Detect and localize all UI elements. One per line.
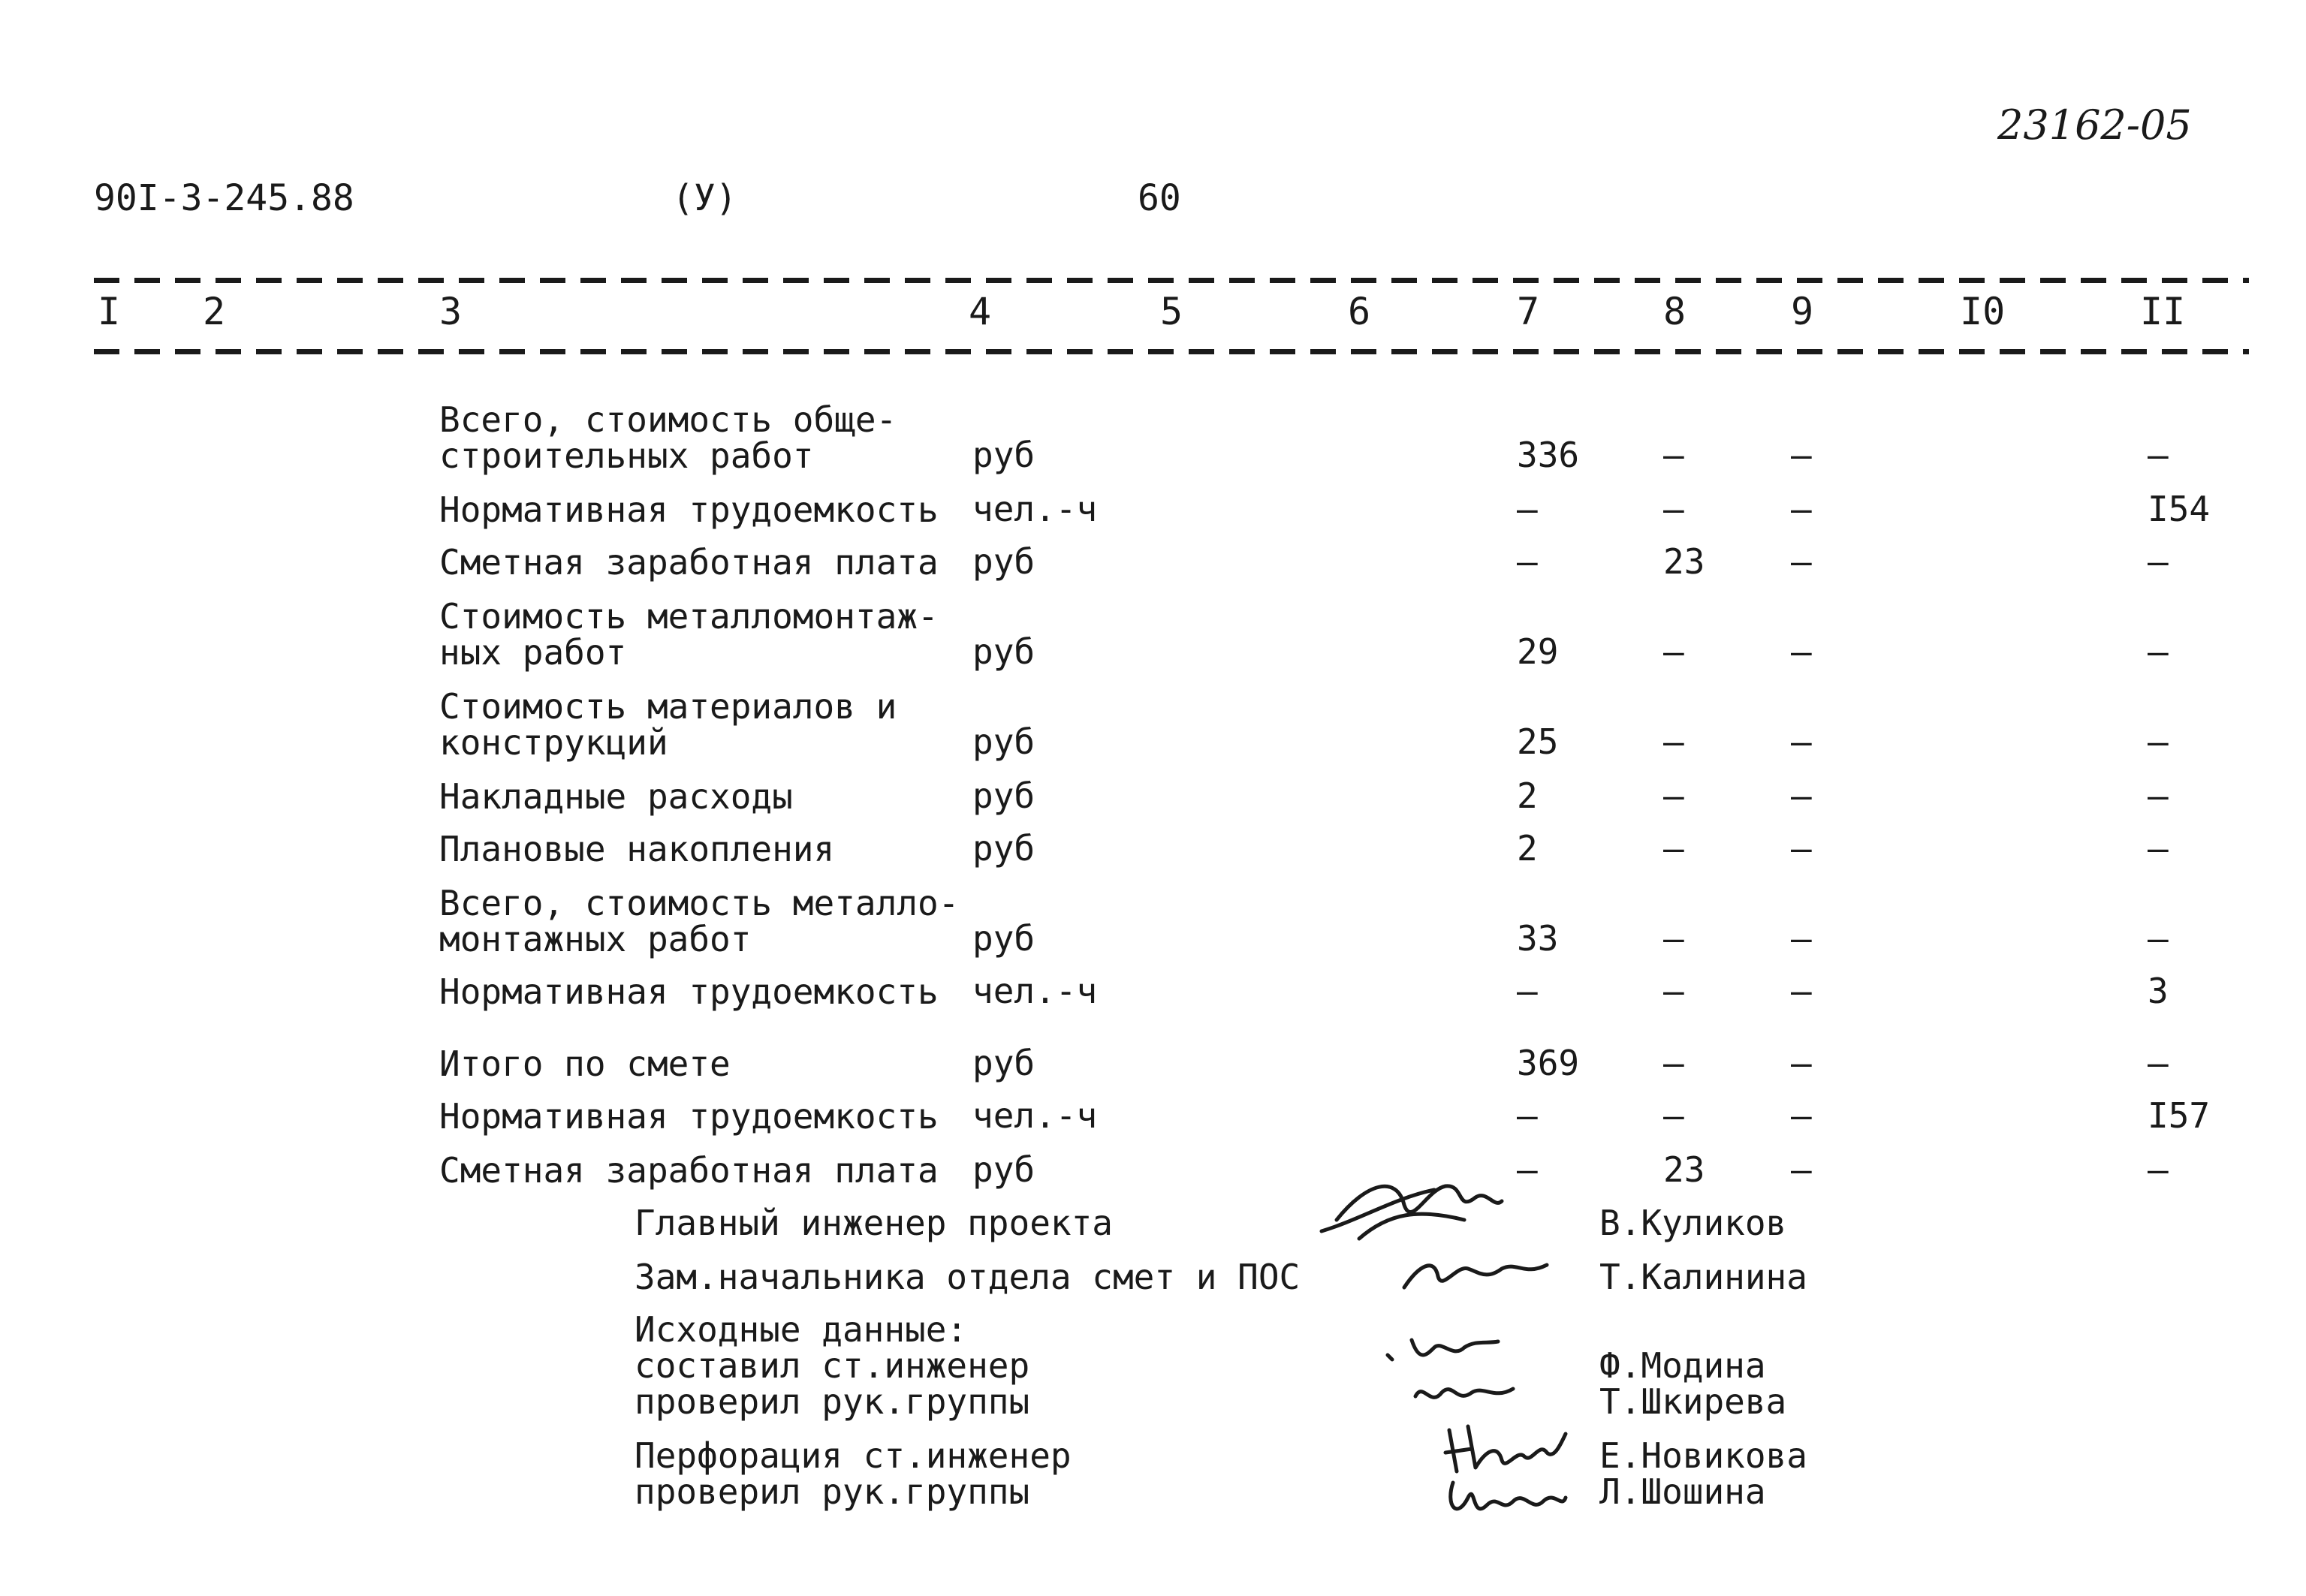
signatory-name: Т.Калинина — [1599, 1257, 1807, 1297]
row-col9-value: – — [1791, 918, 1812, 959]
column-number-6: 6 — [1348, 290, 1371, 333]
signatory-title: Главный инженер проекта — [635, 1203, 1113, 1243]
row-description: Всего, стоимость металло- монтажных работ — [439, 883, 960, 959]
row-unit: чел.-ч — [972, 971, 1098, 1011]
page-number: 60 — [1138, 177, 1181, 219]
signatory-title: Исходные данные: составил ст.инженер проверил рук.группы — [635, 1309, 1030, 1422]
row-col8-value: – — [1663, 721, 1684, 762]
row-col9-value: – — [1791, 489, 1812, 529]
row-unit: руб — [972, 541, 1035, 582]
row-col9-value: – — [1791, 1095, 1812, 1136]
signatory-name: В.Куликов — [1599, 1203, 1787, 1243]
row-col9-value: – — [1791, 721, 1812, 762]
signatory-name: Ф.Модина Т.Шкирева — [1599, 1345, 1787, 1422]
row-col9-value: – — [1791, 828, 1812, 869]
row-col11-value: I57 — [2148, 1095, 2211, 1136]
row-col7-value: 33 — [1517, 918, 1559, 959]
row-unit: руб — [972, 775, 1035, 816]
row-description: Накладные расходы — [439, 776, 793, 817]
row-col8-value: – — [1663, 971, 1684, 1011]
row-col11-value: – — [2148, 828, 2169, 869]
row-description: Сметная заработная плата — [439, 1150, 939, 1191]
row-description: Стоимость материалов и конструкций — [439, 686, 897, 763]
row-col7-value: 25 — [1517, 721, 1559, 762]
row-unit: чел.-ч — [972, 489, 1098, 529]
document-variant: (У) — [672, 177, 737, 219]
row-col9-value: – — [1791, 1149, 1812, 1190]
signature-deputy-head — [1397, 1242, 1554, 1302]
row-description: Сметная заработная плата — [439, 542, 939, 583]
column-number-8: 8 — [1663, 290, 1687, 333]
row-col8-value: – — [1663, 1095, 1684, 1136]
row-description: Нормативная трудоемкость — [439, 1096, 939, 1137]
row-col11-value: – — [2148, 631, 2169, 672]
row-description: Всего, стоимость обще- строительных работ — [439, 399, 897, 476]
row-col7-value: 2 — [1517, 775, 1538, 816]
row-col7-value: – — [1517, 1149, 1538, 1190]
column-number-7: 7 — [1517, 290, 1540, 333]
column-number-1: I — [98, 290, 121, 333]
row-col11-value: – — [2148, 1149, 2169, 1190]
table-header-bottom-rule — [94, 349, 2249, 354]
row-description: Нормативная трудоемкость — [439, 971, 939, 1012]
row-unit: руб — [972, 721, 1035, 762]
row-col7-value: 29 — [1517, 631, 1559, 672]
document-code: 90I-3-245.88 — [94, 177, 354, 219]
row-col7-value: – — [1517, 489, 1538, 529]
row-unit: чел.-ч — [972, 1095, 1098, 1136]
row-col7-value: 2 — [1517, 828, 1538, 869]
row-unit: руб — [972, 631, 1035, 672]
row-col9-value: – — [1791, 631, 1812, 672]
column-number-10: I0 — [1960, 290, 2006, 333]
row-unit: руб — [972, 828, 1035, 869]
row-col9-value: – — [1791, 541, 1812, 582]
table-header-top-rule — [94, 278, 2249, 283]
column-number-2: 2 — [203, 290, 226, 333]
signature-perforation-checker — [1442, 1468, 1569, 1528]
row-col7-value: – — [1517, 971, 1538, 1011]
column-number-5: 5 — [1160, 290, 1183, 333]
row-description: Нормативная трудоемкость — [439, 489, 939, 530]
row-col9-value: – — [1791, 775, 1812, 816]
row-col11-value: – — [2148, 918, 2169, 959]
row-unit: руб — [972, 918, 1035, 959]
signature-chief-engineer — [1314, 1167, 1509, 1250]
row-col11-value: 3 — [2148, 971, 2169, 1011]
row-col8-value: – — [1663, 775, 1684, 816]
row-col9-value: – — [1791, 435, 1812, 475]
row-col11-value: – — [2148, 1043, 2169, 1083]
row-col11-value: – — [2148, 541, 2169, 582]
row-col11-value: I54 — [2148, 489, 2211, 529]
signatory-name: Е.Новикова Л.Шошина — [1599, 1435, 1807, 1512]
column-number-3: 3 — [439, 290, 463, 333]
column-number-4: 4 — [969, 290, 992, 333]
column-number-9: 9 — [1791, 290, 1814, 333]
signature-compiler — [1382, 1325, 1502, 1378]
corner-handwritten-note: 23162-05 — [1997, 101, 2192, 149]
row-col8-value: 23 — [1663, 1149, 1705, 1190]
row-col9-value: – — [1791, 971, 1812, 1011]
row-unit: руб — [972, 435, 1035, 475]
signature-checker-1 — [1412, 1374, 1517, 1411]
row-description: Стоимость металломонтаж- ных работ — [439, 596, 939, 673]
row-col11-value: – — [2148, 721, 2169, 762]
row-col7-value: 336 — [1517, 435, 1580, 475]
row-col8-value: – — [1663, 489, 1684, 529]
signatory-title: Перфорация ст.инженер проверил рук.группы — [635, 1435, 1072, 1512]
row-col8-value: – — [1663, 828, 1684, 869]
row-col8-value: – — [1663, 1043, 1684, 1083]
row-col7-value: – — [1517, 541, 1538, 582]
column-number-11: II — [2140, 290, 2186, 333]
row-description: Итого по смете — [439, 1043, 731, 1084]
row-col8-value: – — [1663, 918, 1684, 959]
row-col11-value: – — [2148, 775, 2169, 816]
row-col8-value: 23 — [1663, 541, 1705, 582]
row-col11-value: – — [2148, 435, 2169, 475]
row-col9-value: – — [1791, 1043, 1812, 1083]
row-col7-value: 369 — [1517, 1043, 1580, 1083]
signatory-title: Зам.начальника отдела смет и ПОС — [635, 1257, 1301, 1297]
row-unit: руб — [972, 1043, 1035, 1083]
row-col8-value: – — [1663, 631, 1684, 672]
row-col7-value: – — [1517, 1095, 1538, 1136]
row-col8-value: – — [1663, 435, 1684, 475]
row-unit: руб — [972, 1149, 1035, 1190]
row-description: Плановые накопления — [439, 829, 835, 869]
